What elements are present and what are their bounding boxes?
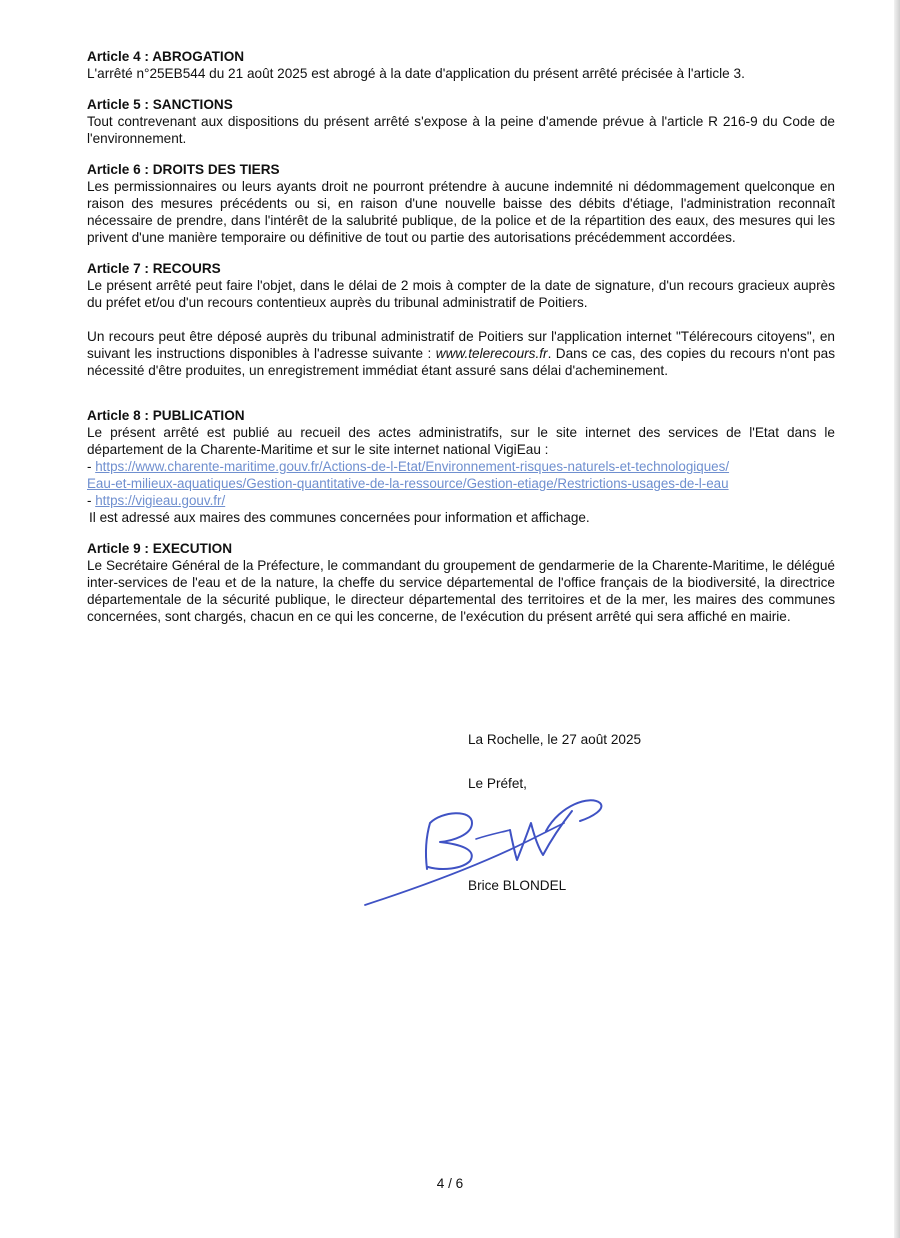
link-charente-maritime-part-2[interactable]: Eau-et-milieux-aquatiques/Gestion-quantitative-de-la-ressource/Gestion-etiage/Restrictions-usages-de-l-eau (87, 476, 729, 491)
page-edge-shadow (894, 0, 900, 1238)
article-5-title: Article 5 : SANCTIONS (87, 97, 233, 112)
handwritten-signature (360, 795, 620, 913)
signatory-name: Brice BLONDEL (468, 878, 567, 893)
article-4-title: Article 4 : ABROGATION (87, 49, 245, 64)
link-bullet: - (87, 493, 96, 508)
page-number: 4 / 6 (436, 1176, 464, 1191)
article-7-text-1: Le présent arrêté peut faire l'objet, dans le délai de 2 mois à compter de la date de signature, d'un recours gracieux auprès du préfet et/ou d'un recours contentieux auprès du tribunal administratif de Poitiers. (87, 278, 835, 310)
article-8-text-after: Il est adressé aux maires des communes concernées pour information et affichage. (89, 510, 590, 525)
article-9-text: Le Secrétaire Général de la Préfecture, le commandant du groupement de gendarmerie de la Charente-Maritime, le délégué inter-services de l'eau et de la nature, la cheffe du service départemental de l'office français de la biodiversité, la directrice départementale de la sécurité publique, le directeur départemental des territoires et de la mer, les maires des communes concernées, sont chargés, chacun en ce qui les concerne, de l'exécution du présent arrêté qui sera affiché en mairie. (87, 558, 835, 624)
link-bullet: - (87, 459, 96, 474)
signature-stroke-loop (546, 800, 601, 831)
article-9-title: Article 9 : EXECUTION (87, 541, 233, 556)
article-8-title: Article 8 : PUBLICATION (87, 408, 245, 423)
signature-stroke-tail (476, 830, 510, 839)
article-4 (87, 48, 835, 82)
signatory-role: Le Préfet, (468, 776, 527, 791)
article-4-text: L'arrêté n°25EB544 du 21 août 2025 est abrogé à la date d'application du présent arrêté précisée à l'article 3. (87, 66, 745, 81)
article-9 (87, 540, 835, 625)
article-7-title: Article 7 : RECOURS (87, 261, 221, 276)
article-5-text: Tout contrevenant aux dispositions du présent arrêté s'expose à la peine d'amende prévue à l'article R 216-9 du Code de l'environnement. (87, 114, 835, 146)
article-7-text-2-before: Un recours peut être déposé auprès du tribunal administratif de Poitiers sur l'application internet "Télérecours citoyens", en suivant les instructions disponibles à l'adresse suivante : (87, 329, 835, 361)
link-charente-maritime-line-2 (87, 475, 835, 492)
article-7 (87, 260, 835, 379)
article-5 (87, 96, 835, 147)
article-8-text: Le présent arrêté est publié au recueil des actes administratifs, sur le site internet des services de l'Etat dans le département de la Charente-Maritime et sur le site internet national VigiEau : (87, 425, 835, 457)
place-date: La Rochelle, le 27 août 2025 (468, 732, 642, 747)
article-7-text-2 (87, 328, 835, 379)
article-6-text: Les permissionnaires ou leurs ayants droit ne pourront prétendre à aucune indemnité ni dédommagement quelconque en raison des mesures précédents ou si, en raison d'une nouvelle baisse des débits d'étiage, l'administration reconnaît nécessaire de prendre, dans l'intérêt de la salubrité publique, de la police et de la répartition des eaux, des mesures qui les privent d'une manière temporaire ou définitive de tout ou partie des autorisations précédemment accordées. (87, 179, 835, 245)
link-vigieau-line (87, 492, 835, 509)
link-charente-maritime-line-1 (87, 458, 835, 475)
telerecours-url: www.telerecours.fr (435, 346, 548, 361)
document-page (87, 48, 835, 639)
article-6 (87, 161, 835, 246)
article-6-title: Article 6 : DROITS DES TIERS (87, 162, 280, 177)
signature-stroke-b (426, 813, 472, 869)
article-7-text-2-after: . Dans ce cas, des copies du recours n'ont pas nécessité d'être produites, un enregistrement immédiat étant assuré sans délai d'acheminement. (87, 346, 836, 378)
link-charente-maritime-part-1[interactable]: https://www.charente-maritime.gouv.fr/Actions-de-l-Etat/Environnement-risques-naturels-et-technologiques/ (95, 459, 730, 474)
article-8 (87, 407, 835, 526)
link-vigieau[interactable]: https://vigieau.gouv.fr/ (95, 493, 226, 508)
